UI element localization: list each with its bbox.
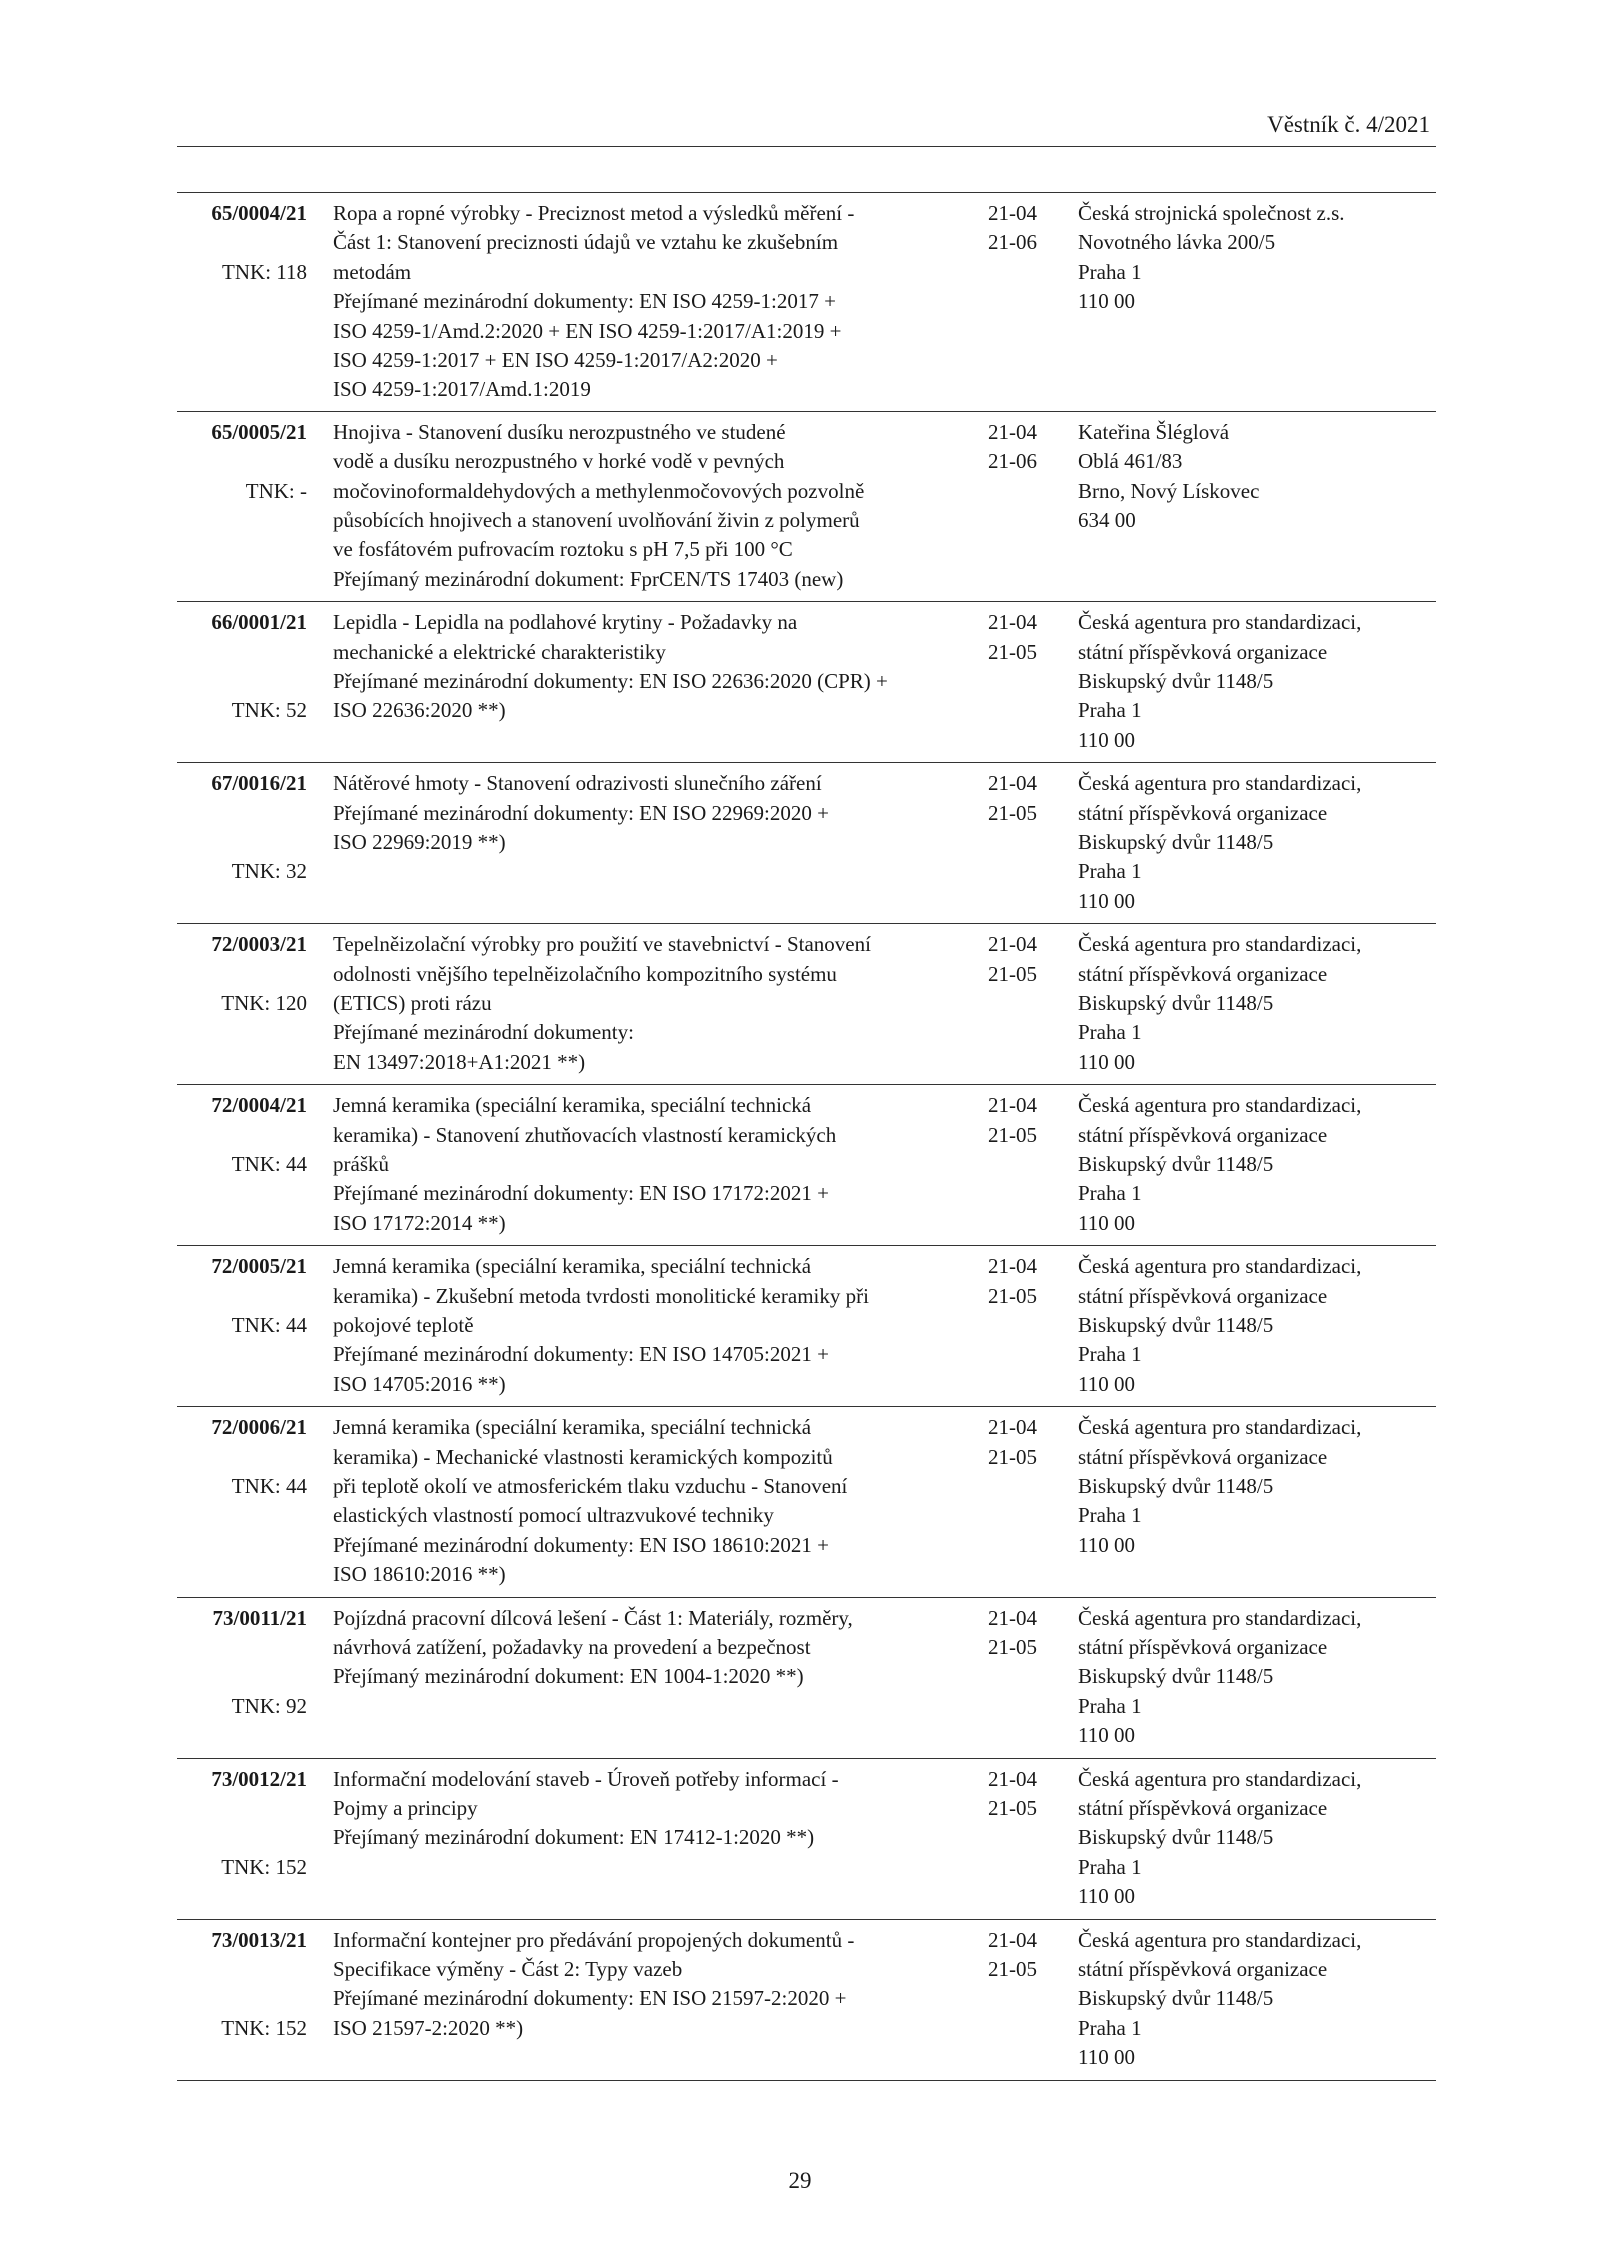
- date-line: 21-05: [988, 1122, 1037, 1147]
- description-line: vodě a dusíku nerozpustného v horké vodě v pevných: [333, 449, 785, 474]
- entry-number: 73/0012/21: [211, 1766, 307, 1791]
- entry-dates: [988, 1091, 1078, 1245]
- entry-id-cell: [177, 608, 307, 762]
- address-line: Česká agentura pro standardizaci,: [1078, 1766, 1362, 1791]
- description-line: EN 13497:2018+A1:2021 **): [333, 1049, 586, 1074]
- description-line: keramika) - Zkušební metoda tvrdosti monolitické keramiky při: [333, 1283, 869, 1308]
- entry-id-cell: [177, 930, 307, 1084]
- entry-address: [1078, 418, 1436, 601]
- address-line: Biskupský dvůr 1148/5: [1078, 1664, 1274, 1689]
- entry-number: 72/0006/21: [211, 1415, 307, 1440]
- description-line: elastických vlastností pomocí ultrazvukové techniky: [333, 1503, 774, 1528]
- address-line: Biskupský dvůr 1148/5: [1078, 1152, 1274, 1176]
- table-row: [177, 1759, 1436, 1920]
- entry-description: [333, 930, 988, 1084]
- entry-address: [1078, 608, 1436, 762]
- address-line: Biskupský dvůr 1148/5: [1078, 830, 1274, 854]
- description-line: ISO 14705:2016 **): [333, 1371, 506, 1396]
- entry-description: [333, 1091, 988, 1245]
- entry-description: [333, 199, 988, 411]
- address-line: Česká agentura pro standardizaci,: [1078, 1415, 1362, 1440]
- address-line: Praha 1: [1078, 1693, 1142, 1718]
- description-line: ISO 21597-2:2020 **): [333, 2015, 524, 2040]
- entry-dates: [988, 1926, 1078, 2080]
- address-line: státní příspěvková organizace: [1078, 1795, 1328, 1820]
- entry-address: [1078, 1604, 1436, 1758]
- description-line: Přejímané mezinárodní dokumenty: EN ISO 17172:2021 +: [333, 1181, 829, 1206]
- entry-address: [1078, 1091, 1436, 1245]
- description-line: Informační modelování staveb - Úroveň potřeby informací -: [333, 1766, 839, 1791]
- entry-dates: [988, 769, 1078, 923]
- address-line: Praha 1: [1078, 698, 1142, 723]
- address-line: Praha 1: [1078, 1503, 1142, 1528]
- table-row: [177, 1920, 1436, 2081]
- description-line: Jemná keramika (speciální keramika, speciální technická: [333, 1254, 812, 1279]
- entry-number: 72/0004/21: [211, 1093, 307, 1118]
- address-line: 110 00: [1078, 1884, 1135, 1909]
- address-line: Biskupský dvůr 1148/5: [1078, 991, 1274, 1015]
- entry-dates: [988, 608, 1078, 762]
- description-line: pokojové teplotě: [333, 1313, 474, 1337]
- description-line: Tepelněizolační výrobky pro použití ve stavebnictví - Stanovení: [333, 932, 871, 957]
- description-line: ISO 17172:2014 **): [333, 1210, 506, 1235]
- entry-tnk: TNK: 44: [231, 1151, 307, 1176]
- address-line: Praha 1: [1078, 1342, 1142, 1367]
- description-line: Informační kontejner pro předávání propojených dokumentů -: [333, 1927, 855, 1952]
- date-line: 21-04: [988, 1605, 1037, 1630]
- entry-number: 67/0016/21: [211, 771, 307, 796]
- date-line: 21-06: [988, 230, 1037, 255]
- address-line: Biskupský dvůr 1148/5: [1078, 1474, 1274, 1498]
- address-line: státní příspěvková organizace: [1078, 800, 1328, 825]
- address-line: Česká strojnická společnost z.s.: [1078, 201, 1345, 225]
- entry-id-cell: [177, 1091, 307, 1245]
- entry-id-cell: [177, 769, 307, 923]
- description-line: Přejímané mezinárodní dokumenty: EN ISO 22636:2020 (CPR) +: [333, 669, 888, 693]
- bulletin-title: Věstník č. 4/2021: [1267, 112, 1430, 137]
- entry-dates: [988, 418, 1078, 601]
- entry-number: 73/0011/21: [212, 1605, 307, 1630]
- entry-address: [1078, 1413, 1436, 1596]
- entry-dates: [988, 1765, 1078, 1919]
- table-row: [177, 1598, 1436, 1759]
- entry-address: [1078, 199, 1436, 411]
- address-line: Oblá 461/83: [1078, 449, 1183, 474]
- standards-table: [177, 192, 1436, 2081]
- address-line: státní příspěvková organizace: [1078, 1283, 1328, 1308]
- address-line: 110 00: [1078, 289, 1135, 314]
- description-line: Hnojiva - Stanovení dusíku nerozpustného ve studené: [333, 419, 786, 444]
- address-line: Česká agentura pro standardizaci,: [1078, 1927, 1362, 1952]
- description-line: ISO 22636:2020 **): [333, 698, 506, 723]
- description-line: močovinoformaldehydových a methylenmočovových pozvolně: [333, 478, 865, 503]
- date-line: 21-06: [988, 449, 1037, 474]
- description-line: ISO 22969:2019 **): [333, 830, 506, 854]
- address-line: Česká agentura pro standardizaci,: [1078, 932, 1362, 957]
- description-line: ISO 18610:2016 **): [333, 1562, 506, 1587]
- description-line: keramika) - Stanovení zhutňovacích vlastností keramických: [333, 1122, 837, 1147]
- description-line: Specifikace výměny - Část 2: Typy vazeb: [333, 1956, 683, 1981]
- table-row: [177, 602, 1436, 763]
- description-line: Přejímaný mezinárodní dokument: FprCEN/TS 17403 (new): [333, 566, 844, 591]
- description-line: mechanické a elektrické charakteristiky: [333, 639, 666, 664]
- description-line: Přejímaný mezinárodní dokument: EN 1004-1:2020 **): [333, 1664, 804, 1689]
- address-line: Česká agentura pro standardizaci,: [1078, 1093, 1362, 1118]
- entry-description: [333, 1765, 988, 1919]
- entry-description: [333, 1252, 988, 1406]
- entry-tnk: TNK: 120: [221, 990, 307, 1015]
- date-line: 21-04: [988, 1093, 1037, 1118]
- entry-id-cell: [177, 1413, 307, 1596]
- address-line: Česká agentura pro standardizaci,: [1078, 1605, 1362, 1630]
- address-line: 110 00: [1078, 1532, 1135, 1557]
- entry-id-cell: [177, 1926, 307, 2080]
- entry-tnk: TNK: 92: [231, 1693, 307, 1718]
- address-line: 110 00: [1078, 727, 1135, 752]
- entry-dates: [988, 1252, 1078, 1406]
- address-line: státní příspěvková organizace: [1078, 961, 1328, 986]
- address-line: Praha 1: [1078, 1181, 1142, 1206]
- description-line: Přejímané mezinárodní dokumenty: EN ISO 22969:2020 +: [333, 800, 829, 825]
- date-line: 21-04: [988, 1415, 1037, 1440]
- entry-address: [1078, 769, 1436, 923]
- address-line: 110 00: [1078, 1049, 1135, 1074]
- entry-dates: [988, 930, 1078, 1084]
- date-line: 21-05: [988, 1634, 1037, 1659]
- address-line: státní příspěvková organizace: [1078, 639, 1328, 664]
- entry-address: [1078, 1252, 1436, 1406]
- address-line: Česká agentura pro standardizaci,: [1078, 610, 1362, 635]
- description-line: Část 1: Stanovení preciznosti údajů ve vztahu ke zkušebním: [333, 230, 839, 255]
- description-line: ISO 4259-1:2017/Amd.1:2019: [333, 377, 591, 402]
- entry-id-cell: [177, 199, 307, 411]
- date-line: 21-05: [988, 639, 1037, 664]
- entry-tnk: TNK: 32: [231, 859, 307, 884]
- date-line: 21-05: [988, 1956, 1037, 1981]
- entry-id-cell: [177, 1604, 307, 1758]
- date-line: 21-05: [988, 800, 1037, 825]
- entry-number: 65/0004/21: [211, 201, 307, 225]
- date-line: 21-04: [988, 201, 1037, 225]
- address-line: 110 00: [1078, 1210, 1135, 1235]
- description-line: Lepidla - Lepidla na podlahové krytiny - Požadavky na: [333, 610, 798, 635]
- date-line: 21-05: [988, 1444, 1037, 1469]
- description-line: Přejímané mezinárodní dokumenty: EN ISO 4259-1:2017 +: [333, 289, 836, 314]
- description-line: působících hnojivech a stanovení uvolňování živin z polymerů: [333, 508, 860, 533]
- entry-dates: [988, 1413, 1078, 1596]
- table-row: [177, 1085, 1436, 1246]
- address-line: 110 00: [1078, 888, 1135, 913]
- description-line: odolnosti vnějšího tepelněizolačního kompozitního systému: [333, 961, 837, 986]
- date-line: 21-04: [988, 1254, 1037, 1279]
- entry-description: [333, 418, 988, 601]
- entry-tnk: TNK: 152: [221, 2015, 307, 2040]
- table-row: [177, 1246, 1436, 1407]
- entry-tnk: TNK: 118: [222, 259, 307, 284]
- entry-id-cell: [177, 1765, 307, 1919]
- description-line: Pojmy a principy: [333, 1795, 478, 1820]
- description-line: při teplotě okolí ve atmosferickém tlaku vzduchu - Stanovení: [333, 1474, 848, 1498]
- description-line: Ropa a ropné výrobky - Preciznost metod a výsledků měření -: [333, 201, 855, 225]
- description-line: ISO 4259-1/Amd.2:2020 + EN ISO 4259-1:2017/A1:2019 +: [333, 318, 842, 343]
- entry-number: 72/0003/21: [211, 932, 307, 957]
- date-line: 21-04: [988, 932, 1037, 957]
- description-line: Přejímané mezinárodní dokumenty:: [333, 1020, 634, 1045]
- entry-description: [333, 1413, 988, 1596]
- date-line: 21-04: [988, 771, 1037, 796]
- address-line: státní příspěvková organizace: [1078, 1956, 1328, 1981]
- table-row: [177, 924, 1436, 1085]
- entry-tnk: TNK: -: [245, 478, 307, 503]
- entry-dates: [988, 1604, 1078, 1758]
- date-line: 21-05: [988, 1795, 1037, 1820]
- description-line: Přejímaný mezinárodní dokument: EN 17412-1:2020 **): [333, 1825, 815, 1850]
- address-line: Biskupský dvůr 1148/5: [1078, 1825, 1274, 1850]
- description-line: prášků: [333, 1152, 389, 1176]
- address-line: Kateřina Šléglová: [1078, 419, 1230, 444]
- address-line: Brno, Nový Lískovec: [1078, 478, 1260, 503]
- address-line: Praha 1: [1078, 859, 1142, 884]
- entry-number: 73/0013/21: [211, 1927, 307, 1952]
- entry-description: [333, 1604, 988, 1758]
- date-line: 21-04: [988, 1927, 1037, 1952]
- description-line: ve fosfátovém pufrovacím roztoku s pH 7,5 při 100 °C: [333, 537, 793, 562]
- entry-id-cell: [177, 418, 307, 601]
- entry-address: [1078, 930, 1436, 1084]
- address-line: státní příspěvková organizace: [1078, 1122, 1328, 1147]
- address-line: 110 00: [1078, 2045, 1135, 2070]
- entry-address: [1078, 1765, 1436, 1919]
- address-line: 634 00: [1078, 508, 1136, 533]
- address-line: Biskupský dvůr 1148/5: [1078, 1986, 1274, 2011]
- entry-tnk: TNK: 52: [231, 698, 307, 723]
- entry-address: [1078, 1926, 1436, 2080]
- address-line: Praha 1: [1078, 1020, 1142, 1045]
- date-line: 21-05: [988, 1283, 1037, 1308]
- entry-number: 65/0005/21: [211, 419, 307, 444]
- description-line: (ETICS) proti rázu: [333, 991, 492, 1015]
- entry-tnk: TNK: 152: [221, 1854, 307, 1879]
- address-line: Novotného lávka 200/5: [1078, 230, 1276, 255]
- entry-number: 66/0001/21: [211, 610, 307, 635]
- address-line: Biskupský dvůr 1148/5: [1078, 1313, 1274, 1337]
- description-line: Nátěrové hmoty - Stanovení odrazivosti slunečního záření: [333, 771, 822, 796]
- description-line: Přejímané mezinárodní dokumenty: EN ISO 21597-2:2020 +: [333, 1986, 847, 2011]
- table-row: [177, 192, 1436, 412]
- table-row: [177, 412, 1436, 602]
- description-line: Přejímané mezinárodní dokumenty: EN ISO 14705:2021 +: [333, 1342, 829, 1367]
- entry-tnk: TNK: 44: [231, 1473, 307, 1498]
- description-line: Jemná keramika (speciální keramika, speciální technická: [333, 1093, 812, 1118]
- description-line: návrhová zatížení, požadavky na provedení a bezpečnost: [333, 1634, 811, 1659]
- address-line: Praha 1: [1078, 2015, 1142, 2040]
- address-line: Biskupský dvůr 1148/5: [1078, 669, 1274, 693]
- address-line: Česká agentura pro standardizaci,: [1078, 771, 1362, 796]
- address-line: 110 00: [1078, 1371, 1135, 1396]
- entry-tnk: TNK: 44: [231, 1312, 307, 1337]
- entry-description: [333, 1926, 988, 2080]
- description-line: Pojízdná pracovní dílcová lešení - Část 1: Materiály, rozměry,: [333, 1605, 853, 1630]
- description-line: Přejímané mezinárodní dokumenty: EN ISO 18610:2021 +: [333, 1532, 829, 1557]
- page-number: 29: [788, 2168, 812, 2193]
- table-row: [177, 1407, 1436, 1597]
- entry-number: 72/0005/21: [211, 1254, 307, 1279]
- address-line: Praha 1: [1078, 259, 1142, 284]
- description-line: Jemná keramika (speciální keramika, speciální technická: [333, 1415, 812, 1440]
- address-line: 110 00: [1078, 1723, 1135, 1748]
- entry-id-cell: [177, 1252, 307, 1406]
- description-line: keramika) - Mechanické vlastnosti keramických kompozitů: [333, 1444, 833, 1469]
- date-line: 21-05: [988, 961, 1037, 986]
- address-line: Praha 1: [1078, 1854, 1142, 1879]
- table-row: [177, 763, 1436, 924]
- description-line: metodám: [333, 259, 412, 284]
- address-line: státní příspěvková organizace: [1078, 1634, 1328, 1659]
- address-line: Česká agentura pro standardizaci,: [1078, 1254, 1362, 1279]
- entry-description: [333, 769, 988, 923]
- address-line: státní příspěvková organizace: [1078, 1444, 1328, 1469]
- date-line: 21-04: [988, 419, 1037, 444]
- description-line: ISO 4259-1:2017 + EN ISO 4259-1:2017/A2:2020 +: [333, 348, 778, 373]
- entry-dates: [988, 199, 1078, 411]
- header-divider: [177, 146, 1436, 147]
- date-line: 21-04: [988, 1766, 1037, 1791]
- entry-description: [333, 608, 988, 762]
- date-line: 21-04: [988, 610, 1037, 635]
